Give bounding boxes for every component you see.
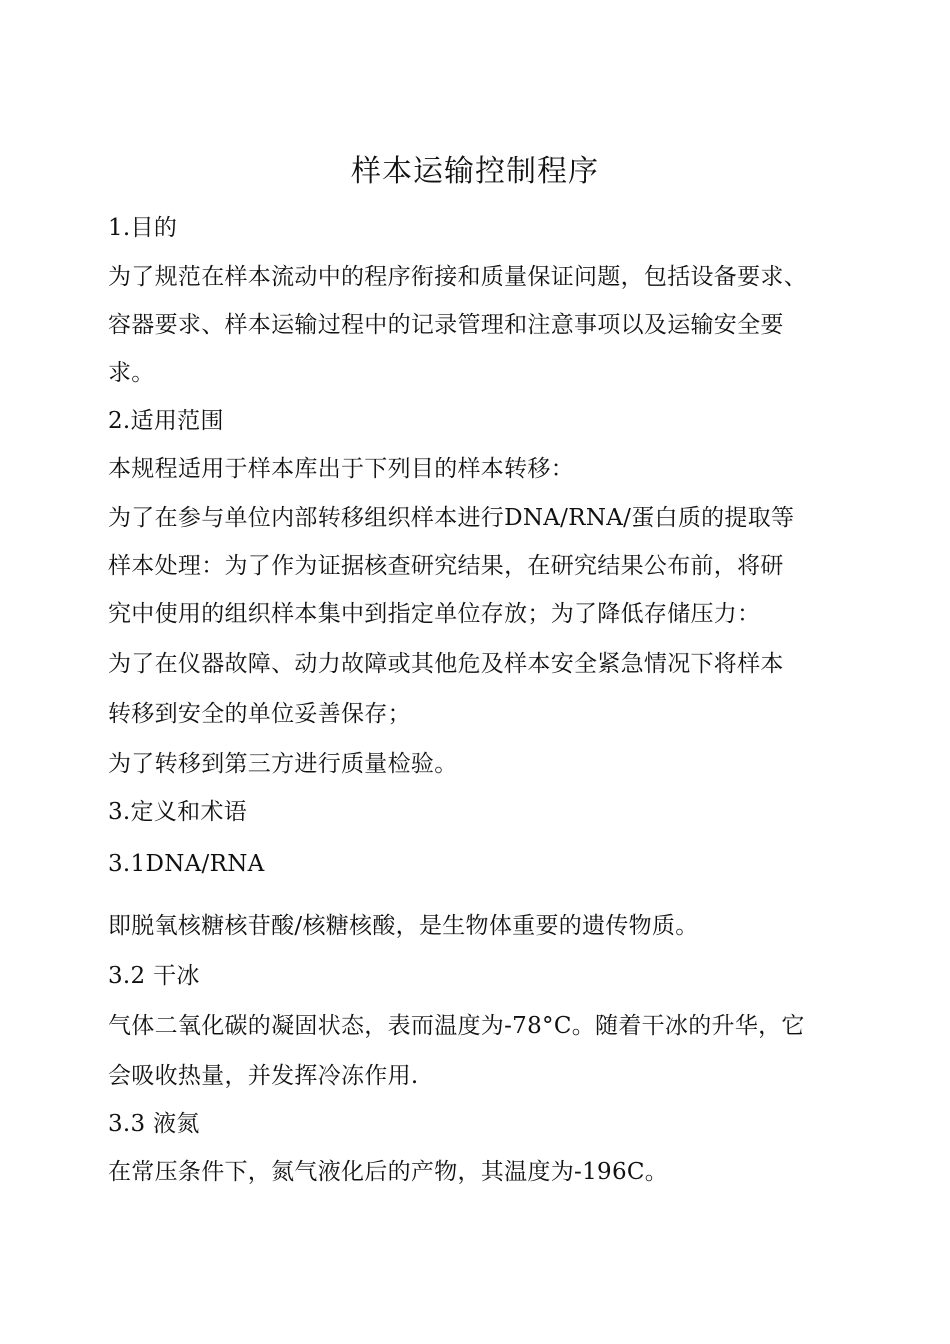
paragraph-line: 为了规范在样本流动中的程序衔接和质量保证问题，包括设备要求、 — [108, 264, 807, 290]
paragraph-line: 容器要求、样本运输过程中的记录管理和注意事项以及运输安全要 — [108, 312, 784, 338]
paragraph-line: 样本处理：为了作为证据核查研究结果，在研究结果公布前，将研 — [108, 553, 784, 579]
paragraph-line: 转移到安全的单位妥善保存； — [108, 701, 411, 727]
section-heading-purpose: 1.目的 — [108, 215, 178, 241]
paragraph-line: 求。 — [108, 360, 155, 386]
paragraph-line: 究中使用的组织样本集中到指定单位存放；为了降低存储压力： — [108, 601, 761, 627]
paragraph-line: 本规程适用于样本库出于下列目的样本转移： — [108, 456, 574, 482]
subsection-heading-liquid-nitrogen: 3.3 液氮 — [108, 1111, 200, 1137]
subsection-heading-dna-rna: 3.1DNA/RNA — [108, 851, 265, 877]
paragraph-line: 即脱氧核糖核苷酸/核糖核酸，是生物体重要的遗传物质。 — [108, 913, 699, 939]
paragraph-line: 为了在参与单位内部转移组织样本进行DNA/RNA/蛋白质的提取等 — [108, 505, 795, 531]
subsection-heading-dry-ice: 3.2 干冰 — [108, 963, 200, 989]
section-heading-scope: 2.适用范围 — [108, 408, 224, 434]
document-title: 样本运输控制程序 — [351, 154, 599, 189]
paragraph-line: 为了转移到第三方进行质量检验。 — [108, 751, 458, 777]
section-heading-definitions: 3.定义和术语 — [108, 799, 248, 825]
paragraph-line: 会吸收热量，并发挥冷冻作用. — [108, 1063, 419, 1089]
paragraph-line: 气体二氧化碳的凝固状态，表而温度为-78°C。随着干冰的升华，它 — [108, 1013, 805, 1039]
paragraph-line: 在常压条件下，氮气液化后的产物，其温度为-196C。 — [108, 1159, 669, 1185]
paragraph-line: 为了在仪器故障、动力故障或其他危及样本安全紧急情况下将样本 — [108, 651, 784, 677]
